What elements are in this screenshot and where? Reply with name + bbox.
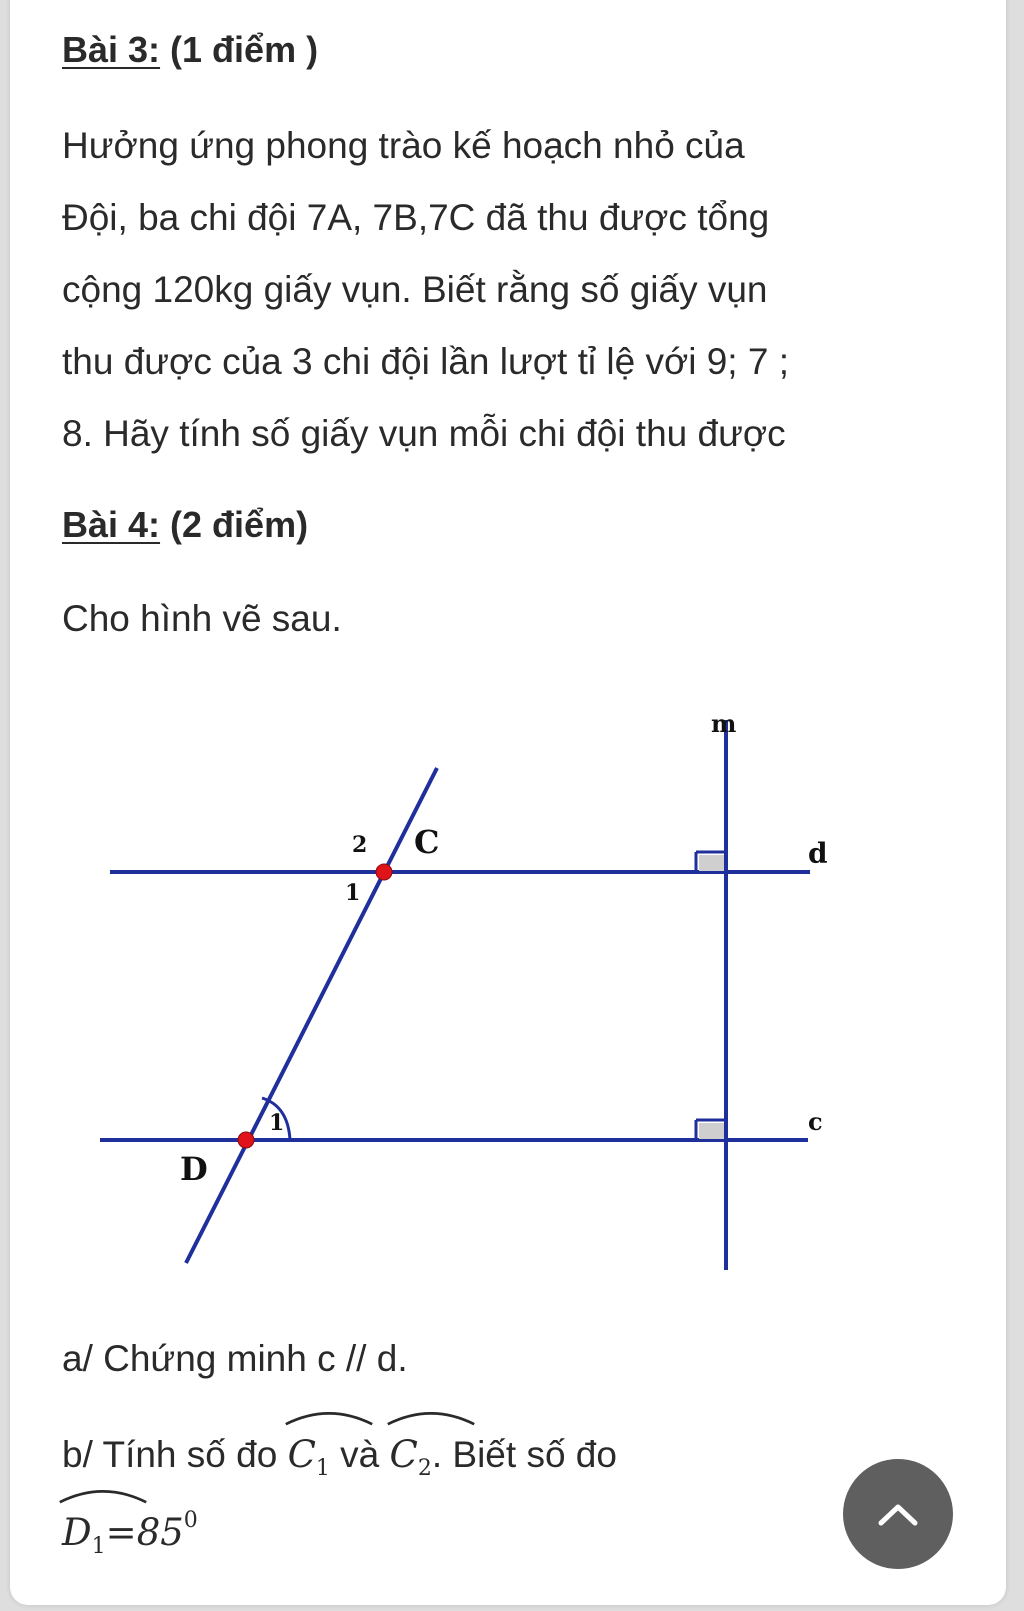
bai3-heading (62, 28, 318, 72)
angle-c1-math (288, 1424, 330, 1500)
question-b-suffix: . Biết số đo (431, 1434, 617, 1475)
d1-value-number: 85 (136, 1511, 184, 1554)
angle-c2-letter: C (389, 1433, 418, 1476)
line-cd-transversal (186, 768, 440, 1263)
question-a: a/ Chứng minh c // d. (62, 1338, 408, 1379)
bai3-line: cộng 120kg giấy vụn. Biết rằng số giấy vụn (62, 269, 768, 310)
angle-c2-sub: 2 (417, 1456, 432, 1481)
bai4-label: Bài 4: (62, 504, 161, 545)
angle-d1-sub: 1 (91, 1534, 106, 1559)
given-d1 (62, 1490, 198, 1578)
bai3-label: Bài 3: (62, 29, 161, 70)
bai4-points: (2 điểm) (160, 504, 309, 545)
bai3-line: Hưởng ứng phong trào kế hoạch nhỏ của (62, 125, 745, 166)
label-m: m (711, 709, 737, 738)
angle-c1-letter: C (287, 1433, 316, 1476)
angle-c2-math (390, 1424, 432, 1500)
bai4-heading (62, 503, 308, 547)
point-c (376, 864, 392, 880)
question-b-mid: và (329, 1434, 390, 1475)
angle-d1-letter: D (62, 1511, 92, 1554)
geometry-figure (0, 680, 1024, 1280)
bai4-intro: Cho hình vẽ sau. (62, 598, 342, 639)
bai3-line: 8. Hãy tính số giấy vụn mỗi chi đội thu được (62, 413, 786, 454)
label-c: c (808, 1107, 823, 1136)
question-b-prefix: b/ Tính số đo (62, 1434, 288, 1475)
equals-sign: = (105, 1511, 137, 1554)
angle-hat-icon (386, 1408, 476, 1426)
label-point-c: C (414, 823, 440, 861)
right-angle-fill-c (699, 1123, 724, 1139)
point-d (238, 1132, 254, 1148)
angle-d1-value (137, 1490, 198, 1564)
label-angle-d1: 1 (269, 1110, 285, 1136)
label-angle-c2: 2 (352, 832, 368, 858)
angle-d1-math (62, 1502, 106, 1578)
bai3-line: thu được của 3 chi đội lần lượt tỉ lệ với 9; 7 ; (62, 341, 789, 382)
chevron-up-icon (876, 1499, 920, 1529)
bai3-points: (1 điểm ) (160, 29, 319, 70)
scroll-to-top-button[interactable] (843, 1459, 953, 1569)
label-angle-c1: 1 (345, 880, 361, 906)
bai3-problem (62, 110, 789, 470)
angle-hat-icon (284, 1408, 374, 1426)
label-point-d: D (180, 1150, 208, 1188)
label-d: d (808, 837, 828, 870)
right-angle-fill-d (699, 855, 724, 871)
d1-value-degree: 0 (183, 1508, 198, 1533)
bai3-line: Đội, ba chi đội 7A, 7B,7C đã thu được tổng (62, 197, 770, 238)
angle-c1-sub: 1 (315, 1456, 330, 1481)
